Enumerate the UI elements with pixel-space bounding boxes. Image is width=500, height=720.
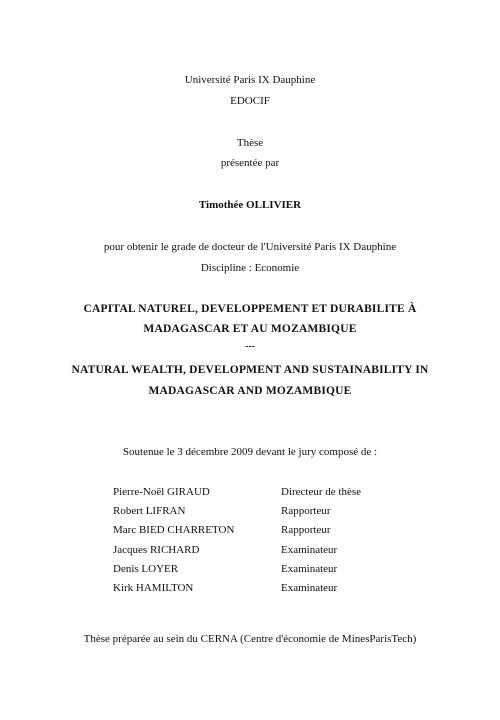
footer-lab: Thèse préparée au sein du CERNA (Centre d'économie de MinesParisTech) — [83, 633, 417, 645]
title-fr-line1: CAPITAL NATUREL, DEVELOPPEMENT ET DURABILITE À — [83, 303, 417, 315]
jury-member-role: Rapporteur — [281, 505, 331, 518]
jury-member-name: Kirk HAMILTON — [113, 581, 194, 594]
jury-member-role: Examinateur — [281, 562, 338, 575]
title-separator: --- — [245, 341, 255, 352]
these-label: Thèse — [236, 137, 264, 149]
jury-list — [113, 483, 413, 598]
jury-member-name: Denis LOYER — [113, 562, 179, 575]
title-fr-line2: MADAGASCAR ET AU MOZAMBIQUE — [143, 323, 357, 335]
title-en-line2: MADAGASCAR AND MOZAMBIQUE — [148, 385, 352, 397]
jury-row — [113, 521, 413, 540]
title-en-line1: NATURAL WEALTH, DEVELOPMENT AND SUSTAINABILITY IN — [71, 364, 429, 376]
jury-member-name: Jacques RICHARD — [113, 543, 200, 556]
jury-member-role: Examinateur — [281, 543, 338, 556]
jury-row — [113, 579, 413, 598]
jury-member-role: Rapporteur — [281, 524, 331, 537]
jury-row — [113, 502, 413, 521]
jury-row — [113, 541, 413, 560]
university-name: Université Paris IX Dauphine — [184, 74, 316, 86]
jury-row — [113, 560, 413, 579]
doctoral-school: EDOCIF — [230, 95, 270, 107]
degree-purpose: pour obtenir le grade de docteur de l'Université Paris IX Dauphine — [103, 241, 397, 253]
jury-row — [113, 483, 413, 502]
discipline: Discipline : Economie — [200, 262, 300, 274]
jury-member-name: Marc BIED CHARRETON — [113, 524, 235, 537]
jury-member-role: Examinateur — [281, 581, 338, 594]
defense-statement: Soutenue le 3 décembre 2009 devant le jury composé de : — [122, 446, 378, 458]
jury-member-name: Pierre-Noël GIRAUD — [113, 486, 210, 498]
presented-by: présentée par — [220, 157, 280, 169]
author-name: Timothée OLLIVIER — [198, 199, 302, 211]
jury-member-name: Robert LIFRAN — [113, 505, 186, 518]
jury-member-role: Directeur de thèse — [281, 486, 362, 498]
